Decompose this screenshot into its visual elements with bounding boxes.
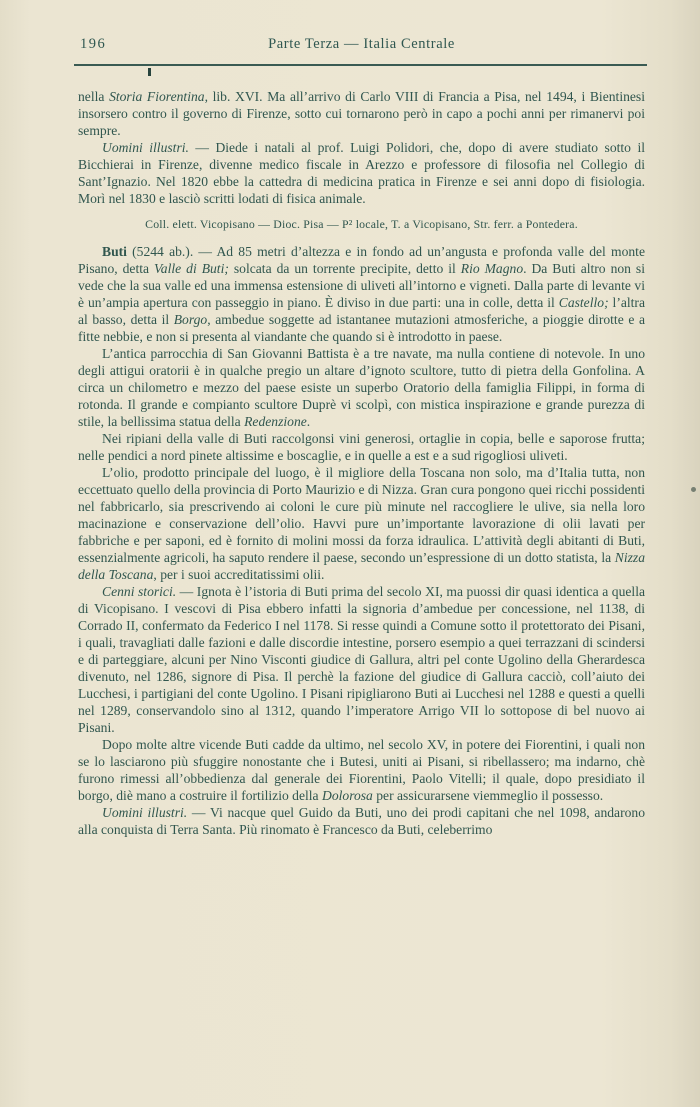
paragraph-parrocchia <box>78 345 645 430</box>
page-number: 196 <box>80 36 107 52</box>
paragraph-ripiani <box>78 430 645 464</box>
text-run: , lib. XVI. Ma all’arrivo di Carlo VIII di Francia a Pisa, nel 1494, i Bientinesi insorsero contro il governo di Firenze, sotto cui tornarono però in capo a pochi anni per rimanervi poi sempre. <box>78 89 645 138</box>
text-run: Coll. elett. Vicopisano — Dioc. Pisa — P² locale, T. a Vicopisano, Str. ferr. a Pontedera. <box>145 217 578 231</box>
paragraph-uomini-illustri-2 <box>78 804 645 838</box>
paragraph-buti-intro <box>78 243 645 345</box>
text-run: Uomini illustri. <box>102 805 188 820</box>
print-artifact-speck <box>691 487 696 492</box>
text-run: Buti <box>102 244 127 259</box>
text-run: , ambedue soggette ad istantanee mutazioni atmosferiche, a pioggie dirotte e a fitte nebbie, e non si presenta al viandante che quando si è introdotto in paese. <box>78 312 645 344</box>
text-run: . <box>306 414 311 429</box>
text-run: Dopo molte altre vicende Buti cadde da ultimo, nel secolo XV, in potere dei Fiorentini, i quali non se lo lasciarono più sfuggire nonostante che i Butesi, uniti ai Pisani, si ribellassero; ma indarno, chè furono rimessi all’obbedienza dal generale dei Fiorentini, Paolo Vitelli; il quale, dopo presidiato il borgo, diè mano a costruire il fortilizio della <box>78 737 645 803</box>
page-header <box>78 36 645 53</box>
text-run: Storia Fiorentina <box>109 89 205 104</box>
text-run: Uomini illustri. <box>102 140 189 155</box>
text-run: (5244 ab.). — Ad 85 metri d’altezza e in fondo ad un’angusta e profonda valle del monte Pisano, detta <box>78 244 645 276</box>
print-artifact-tick <box>148 68 151 76</box>
text-run: l’altra al basso, detta il <box>78 295 645 327</box>
text-run: Castello; <box>558 295 609 310</box>
text-run: nella <box>78 89 110 104</box>
text-run: Redenzione <box>244 414 307 429</box>
text-run: Dolorosa <box>322 788 373 803</box>
paragraph-continuation <box>78 88 645 139</box>
paragraph-vicende <box>78 736 645 804</box>
paragraph-uomini-illustri-1 <box>78 139 645 207</box>
admin-note <box>78 216 645 233</box>
paragraph-olio <box>78 464 645 583</box>
text-run: Rio Magno <box>460 261 524 276</box>
text-run: L’antica parrocchia di San Giovanni Battista è a tre navate, ma nulla contiene di notevole. In uno degli attigui oratorii è in qualche pregio un altare d’ignoto scultore, tutto di pietra della Gonfolina. A circa un chilometro e mezzo del paese esiste un superbo Oratorio della famiglia Filippi, in forma di rotonda. Il grande e compianto scultore Duprè vi scolpì, con mistica inspirazione e grande purezza di stile, la bellissima statua della <box>78 346 645 429</box>
text-run: solcata da un torrente precipite, detto il <box>228 261 461 276</box>
text-run: Valle di Buti; <box>154 261 229 276</box>
text-run: Nei ripiani della valle di Buti raccolgonsi vini generosi, ortaglie in copia, belle e saporose frutta; nelle pendici a nord pinete altissime e boscaglie, e in quelle a est e a sud rigogliosi uliveti. <box>78 431 645 463</box>
text-run: — Ignota è l’istoria di Buti prima del secolo XI, ma puossi dir quasi identica a quella di Vicopisano. I vescovi di Pisa ebbero infatti la signoria d’ambedue per concessione, nel 1138, di Corrado II, confermato da Federico I nel 1178. Si resse quindi a Comune sotto il protettorato dei Pisani, i quali, travagliati dalle fazioni e dalle discordie intestine, porsero esempio a quei terrazzani di scindersi e di parteggiare, alcuni per Nino Visconti giudice di Gallura, altri pel conte Ugolino della Gherardesca divenuto, nel 1286, signore di Pisa. Il perchè la fazione del giudice di Gallura cacciò, coll’aiuto dei Lucchesi, i partigiani del conte Ugolino. I Pisani ripigliarono Buti ai Lucchesi nel 1288 e questi a quelli nel 1289, conservandolo sino al 1312, quando l’imperatore Arrigo VII lo sottopose di bel nuovo ai Pisani. <box>78 584 646 735</box>
text-run: Borgo <box>173 312 208 327</box>
text-run: Cenni storici. <box>102 584 177 599</box>
text-run: — Diede i natali al prof. Luigi Polidori, che, dopo di avere studiato sotto il Bicchierai in Firenze, divenne medico fiscale in Arezzo e professore di filosofia nel Collegio di Sant’Ignazio. Nel 1820 ebbe la cattedra di medicina pratica in Firenze e sei anni dopo di fisiologia. Morì nel 1830 e lasciò scritti lodati di fisica animale. <box>78 140 646 206</box>
text-run: — Vi nacque quel Guido da Buti, uno dei prodi capitani che nel 1098, andarono alla conquista di Terra Santa. Più rinomato è Francesco da Buti, celeberrimo <box>78 805 646 837</box>
text-run: L’olio, prodotto principale del luogo, è il migliore della Toscana non solo, ma d’Italia tutta, non eccettuato quello della provincia di Porto Maurizio e di Nizza. Gran cura pongono quei ricchi possidenti nel fabbricarlo, sia prescrivendo ai coloni le cure più minute nel raccogliere le ulive, sia nella loro macinazione e conservazione dell’olio. Havvi pure un’importante lavorazione di olii lavati per fabbriche e per saponi, ed è fornito di molini mossi da forza idraulica. L’attività degli abitanti di Buti, essenzialmente agricoli, ha saputo rendere il paese, secondo un’espressione di un dotto statista, la <box>78 465 645 565</box>
text-run: Nizza della Toscana <box>78 550 645 582</box>
text-run: , per i suoi accreditatissimi olii. <box>153 567 325 582</box>
text-run: . Da Buti altro non si vede che la sua valle ed una immensa estensione di uliveti all’intorno e vigneti. Dalla parte di levante vi è un’ampia apertura con passeggio in piano. È diviso in due parti: una in colle, detta il <box>78 261 645 310</box>
running-title: Parte Terza — Italia Centrale <box>268 36 455 52</box>
paragraph-cenni-storici <box>78 583 645 736</box>
text-block <box>78 88 645 838</box>
text-run: per assicurarsene viemmeglio il possesso. <box>372 788 604 803</box>
header-rule <box>74 64 647 66</box>
